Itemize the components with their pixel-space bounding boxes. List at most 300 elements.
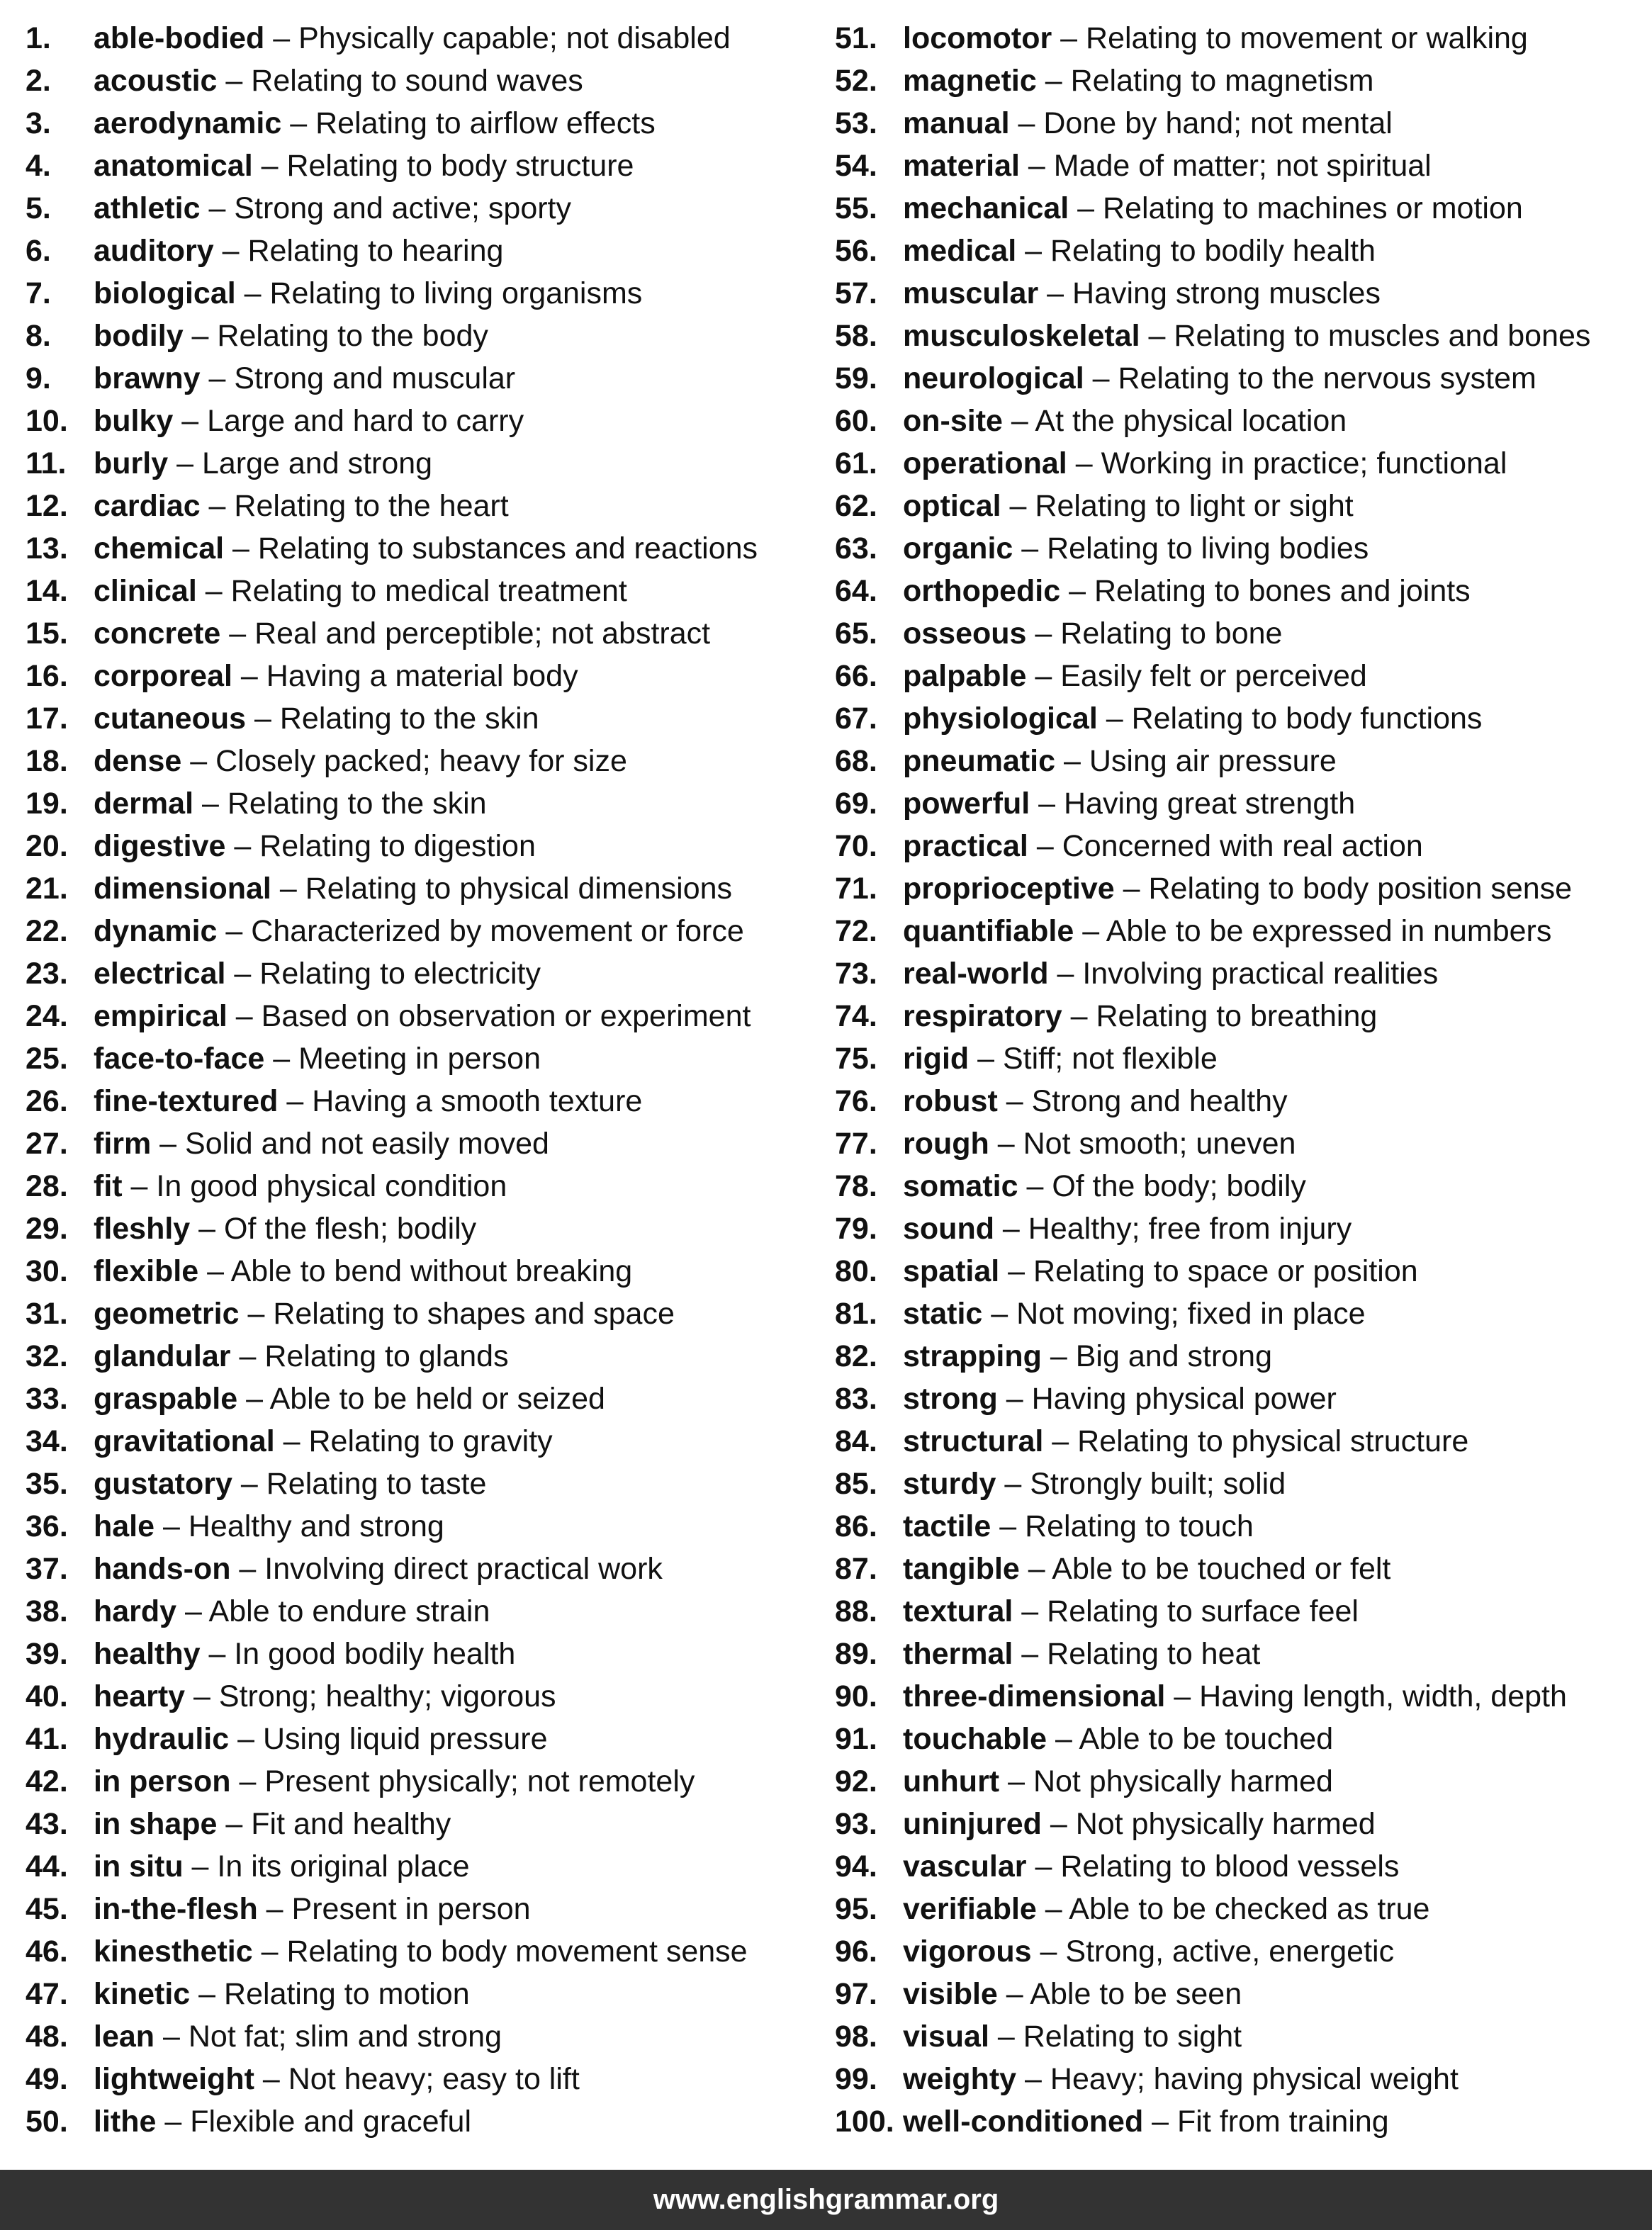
entry-separator: – — [1016, 2062, 1050, 2096]
entry-number: 91. — [835, 1722, 877, 1756]
list-item — [835, 1335, 1643, 1378]
entry-separator: – — [1026, 1849, 1061, 1883]
entry-term: chemical — [94, 531, 225, 565]
list-item — [26, 357, 805, 400]
entry-term: visible — [903, 1977, 998, 2011]
entry-definition: Relating to sight — [1023, 2020, 1242, 2054]
entry-number: 57. — [835, 276, 877, 310]
entry-separator: – — [1048, 957, 1083, 991]
entry-number: 1. — [26, 21, 51, 55]
entry-definition: In good physical condition — [156, 1169, 507, 1203]
list-item — [835, 1930, 1643, 1973]
entry-term: textural — [903, 1594, 1013, 1628]
entry-number: 31. — [26, 1297, 68, 1331]
entry-number: 28. — [26, 1169, 68, 1203]
entry-separator: – — [996, 1467, 1030, 1501]
entry-separator: – — [156, 2105, 191, 2139]
entry-number: 59. — [835, 361, 877, 395]
entry-term: electrical — [94, 957, 226, 991]
entry-separator: – — [982, 1297, 1017, 1331]
entry-definition: Heavy; having physical weight — [1050, 2062, 1459, 2096]
list-item — [835, 400, 1643, 442]
entry-separator: – — [989, 2020, 1023, 2054]
entry-number: 7. — [26, 276, 51, 310]
entry-term: strong — [903, 1382, 998, 1416]
entry-separator: – — [1069, 191, 1103, 225]
entry-separator: – — [969, 1042, 1003, 1076]
entry-number: 5. — [26, 191, 51, 225]
word-list-right-column — [835, 17, 1643, 2143]
entry-separator: – — [1031, 1935, 1066, 1969]
list-item — [835, 697, 1643, 740]
list-item — [26, 2058, 805, 2100]
list-item — [835, 2015, 1643, 2058]
entry-definition: Relating to the skin — [227, 787, 487, 821]
entry-definition: Relating to magnetism — [1070, 64, 1374, 98]
entry-definition: Relating to the body — [217, 319, 488, 353]
list-item — [835, 1973, 1643, 2015]
entry-term: gravitational — [94, 1424, 275, 1458]
entry-term: medical — [903, 234, 1017, 268]
entry-number: 9. — [26, 361, 51, 395]
entry-separator: – — [213, 234, 248, 268]
entry-separator: – — [1013, 531, 1047, 565]
entry-number: 63. — [835, 531, 877, 565]
entry-definition: Characterized by movement or force — [251, 914, 744, 948]
list-item — [835, 527, 1643, 570]
entry-definition: Of the body; bodily — [1052, 1169, 1306, 1203]
entry-definition: Relating to light or sight — [1035, 489, 1354, 523]
entry-number: 83. — [835, 1382, 877, 1416]
entry-number: 100. — [835, 2105, 894, 2139]
list-item — [835, 1207, 1643, 1250]
list-item — [835, 867, 1643, 910]
entry-separator: – — [190, 1212, 225, 1246]
list-item — [26, 2100, 805, 2143]
entry-number: 73. — [835, 957, 877, 991]
entry-number: 49. — [26, 2062, 68, 2096]
entry-definition: Not physically harmed — [1075, 1807, 1376, 1841]
list-item — [835, 1293, 1643, 1335]
list-item — [26, 272, 805, 315]
entry-number: 62. — [835, 489, 877, 523]
entry-term: lithe — [94, 2105, 157, 2139]
entry-number: 90. — [835, 1679, 877, 1713]
entry-number: 60. — [835, 404, 877, 438]
entry-separator: – — [200, 191, 235, 225]
entry-number: 36. — [26, 1509, 68, 1543]
entry-definition: Strong, active, energetic — [1065, 1935, 1395, 1969]
entry-separator: – — [1114, 872, 1149, 906]
entry-number: 23. — [26, 957, 68, 991]
entry-number: 52. — [835, 64, 877, 98]
entry-definition: Easily felt or perceived — [1060, 659, 1367, 693]
entry-definition: Stiff; not flexible — [1002, 1042, 1218, 1076]
entry-term: vigorous — [903, 1935, 1032, 1969]
entry-term: uninjured — [903, 1807, 1042, 1841]
list-item — [835, 357, 1643, 400]
entry-term: practical — [903, 829, 1028, 863]
entry-number: 94. — [835, 1849, 877, 1883]
entry-separator: – — [176, 1594, 209, 1628]
list-item — [835, 1250, 1643, 1293]
entry-definition: Strong; healthy; vigorous — [218, 1679, 556, 1713]
list-item — [26, 17, 805, 60]
entry-term: able-bodied — [94, 21, 265, 55]
list-item — [835, 995, 1643, 1037]
entry-term: athletic — [94, 191, 201, 225]
entry-definition: In good bodily health — [234, 1637, 516, 1671]
list-item — [26, 145, 805, 187]
entry-number: 77. — [835, 1127, 877, 1161]
list-item — [835, 1760, 1643, 1803]
list-item — [26, 1675, 805, 1718]
entry-term: sturdy — [903, 1467, 996, 1501]
entry-separator: – — [1097, 702, 1132, 736]
list-item — [26, 527, 805, 570]
entry-separator: – — [1019, 1552, 1052, 1586]
entry-term: respiratory — [903, 999, 1062, 1033]
entry-number: 54. — [835, 149, 877, 183]
entry-separator: – — [235, 276, 270, 310]
entry-term: bulky — [94, 404, 174, 438]
entry-separator: – — [1084, 361, 1118, 395]
entry-term: proprioceptive — [903, 872, 1115, 906]
list-item — [26, 825, 805, 867]
entry-separator: – — [196, 574, 231, 608]
entry-separator: – — [168, 446, 202, 480]
list-item — [835, 60, 1643, 102]
list-item — [26, 1335, 805, 1378]
entry-definition: Relating to medical treatment — [230, 574, 627, 608]
entry-term: graspable — [94, 1382, 238, 1416]
entry-separator: – — [230, 1764, 265, 1798]
entry-definition: Involving direct practical work — [264, 1552, 663, 1586]
entry-number: 29. — [26, 1212, 68, 1246]
entry-number: 44. — [26, 1849, 68, 1883]
entry-separator: – — [1030, 787, 1064, 821]
entry-definition: Not fat; slim and strong — [188, 2020, 502, 2054]
entry-separator: – — [1060, 574, 1094, 608]
entry-separator: – — [997, 1382, 1032, 1416]
entry-number: 20. — [26, 829, 68, 863]
entry-separator: – — [1041, 1807, 1076, 1841]
entry-number: 17. — [26, 702, 68, 736]
entry-number: 89. — [835, 1637, 877, 1671]
entry-definition: Relating to movement or walking — [1086, 21, 1528, 55]
entry-number: 99. — [835, 2062, 877, 2096]
entry-separator: – — [230, 1552, 265, 1586]
entry-term: somatic — [903, 1169, 1018, 1203]
entry-separator: – — [994, 1212, 1028, 1246]
entry-definition: Strong and muscular — [234, 361, 516, 395]
entry-term: kinesthetic — [94, 1935, 253, 1969]
entry-number: 40. — [26, 1679, 68, 1713]
list-item — [835, 1633, 1643, 1675]
entry-term: vascular — [903, 1849, 1027, 1883]
entry-separator: – — [991, 1509, 1026, 1543]
entry-separator: – — [1140, 319, 1174, 353]
entry-number: 18. — [26, 744, 68, 778]
entry-separator: – — [151, 1127, 186, 1161]
list-item — [26, 1080, 805, 1122]
entry-definition: Closely packed; heavy for size — [215, 744, 627, 778]
entry-number: 37. — [26, 1552, 68, 1586]
entry-number: 97. — [835, 1977, 877, 2011]
entry-separator: – — [1038, 276, 1073, 310]
entry-number: 68. — [835, 744, 877, 778]
entry-definition: Able to be checked as true — [1069, 1892, 1430, 1926]
list-item — [835, 315, 1643, 357]
entry-term: flexible — [94, 1254, 199, 1288]
entry-definition: Relating to the skin — [279, 702, 539, 736]
entry-separator: – — [264, 1042, 299, 1076]
entry-number: 47. — [26, 1977, 68, 2011]
entry-term: lightweight — [94, 2062, 254, 2096]
entry-number: 16. — [26, 659, 68, 693]
entry-term: cardiac — [94, 489, 201, 523]
list-item — [26, 1803, 805, 1845]
entry-number: 92. — [835, 1764, 877, 1798]
entry-definition: Physically capable; not disabled — [298, 21, 731, 55]
entry-number: 76. — [835, 1084, 877, 1118]
list-item — [835, 1590, 1643, 1633]
entry-definition: Not smooth; uneven — [1023, 1127, 1296, 1161]
entry-definition: Using liquid pressure — [262, 1722, 548, 1756]
list-item — [26, 697, 805, 740]
list-item — [26, 1037, 805, 1080]
entry-term: structural — [903, 1424, 1044, 1458]
list-item — [26, 867, 805, 910]
entry-separator: – — [281, 106, 316, 140]
list-item — [835, 1165, 1643, 1207]
list-item — [835, 1378, 1643, 1420]
entry-term: hale — [94, 1509, 155, 1543]
list-item — [835, 612, 1643, 655]
entry-definition: Relating to bodily health — [1050, 234, 1376, 268]
entry-separator: – — [1074, 914, 1106, 948]
entry-definition: Having a material body — [266, 659, 578, 693]
list-item — [26, 1250, 805, 1293]
entry-term: magnetic — [903, 64, 1037, 98]
entry-separator: – — [271, 872, 305, 906]
list-item — [26, 570, 805, 612]
entry-number: 11. — [26, 446, 67, 480]
entry-term: tactile — [903, 1509, 991, 1543]
list-item — [26, 1420, 805, 1463]
entry-separator: – — [217, 1807, 252, 1841]
entry-definition: Relating to bones and joints — [1094, 574, 1471, 608]
entry-number: 82. — [835, 1339, 877, 1373]
entry-separator: – — [1026, 616, 1061, 651]
entry-definition: Having great strength — [1063, 787, 1356, 821]
entry-number: 3. — [26, 106, 51, 140]
entry-term: aerodynamic — [94, 106, 282, 140]
entry-definition: Relating to touch — [1025, 1509, 1254, 1543]
list-item — [835, 272, 1643, 315]
list-item — [26, 782, 805, 825]
entry-term: musculoskeletal — [903, 319, 1140, 353]
entry-definition: In its original place — [217, 1849, 470, 1883]
entry-term: mechanical — [903, 191, 1069, 225]
list-item — [835, 187, 1643, 230]
entry-term: locomotor — [903, 21, 1052, 55]
entry-number: 33. — [26, 1382, 68, 1416]
entry-separator: – — [1009, 106, 1044, 140]
list-item — [835, 782, 1643, 825]
entry-term: fleshly — [94, 1212, 191, 1246]
entry-number: 41. — [26, 1722, 68, 1756]
list-item — [26, 1548, 805, 1590]
entry-separator: – — [1055, 744, 1089, 778]
list-item — [26, 1122, 805, 1165]
entry-number: 98. — [835, 2020, 877, 2054]
entry-definition: Relating to digestion — [259, 829, 536, 863]
entry-term: material — [903, 149, 1020, 183]
entry-separator: – — [999, 1764, 1033, 1798]
entry-number: 35. — [26, 1467, 68, 1501]
entry-term: neurological — [903, 361, 1084, 395]
list-item — [835, 1548, 1643, 1590]
entry-separator: – — [1165, 1679, 1200, 1713]
list-item — [835, 655, 1643, 697]
entry-definition: Based on observation or experiment — [261, 999, 751, 1033]
entry-number: 79. — [835, 1212, 877, 1246]
list-item — [835, 485, 1643, 527]
entry-number: 13. — [26, 531, 68, 565]
entry-definition: Able to bend without breaking — [230, 1254, 633, 1288]
list-item — [835, 1845, 1643, 1888]
entry-term: firm — [94, 1127, 152, 1161]
entry-separator: – — [193, 787, 227, 821]
entry-term: digestive — [94, 829, 226, 863]
list-item — [26, 1888, 805, 1930]
entry-definition: Involving practical realities — [1082, 957, 1439, 991]
entry-definition: Strong and healthy — [1031, 1084, 1288, 1118]
entry-number: 55. — [835, 191, 877, 225]
entry-term: well-conditioned — [903, 2105, 1144, 2139]
list-item — [835, 102, 1643, 145]
footer-bar — [0, 2170, 1652, 2230]
entry-separator: – — [1062, 999, 1096, 1033]
entry-definition: Relating to airflow effects — [315, 106, 656, 140]
entry-definition: Relating to body structure — [286, 149, 634, 183]
entry-separator: – — [999, 1254, 1034, 1288]
entry-number: 78. — [835, 1169, 877, 1203]
entry-definition: Relating to substances and reactions — [257, 531, 758, 565]
entry-term: weighty — [903, 2062, 1017, 2096]
entry-definition: Relating to bone — [1060, 616, 1283, 651]
entry-number: 46. — [26, 1935, 68, 1969]
entry-term: tangible — [903, 1552, 1020, 1586]
list-item — [26, 315, 805, 357]
entry-definition: Relating to motion — [224, 1977, 470, 2011]
entry-separator: – — [1013, 1637, 1047, 1671]
list-item — [835, 17, 1643, 60]
entry-number: 69. — [835, 787, 877, 821]
entry-term: quantifiable — [903, 914, 1074, 948]
entry-separator: – — [237, 1382, 270, 1416]
entry-definition: Relating to shapes and space — [273, 1297, 675, 1331]
entry-term: strapping — [903, 1339, 1042, 1373]
entry-term: gustatory — [94, 1467, 232, 1501]
entry-separator: – — [1018, 1169, 1052, 1203]
entry-number: 4. — [26, 149, 51, 183]
footer-website-url[interactable]: www.englishgrammar.org — [653, 2184, 999, 2215]
entry-definition: Of the flesh; bodily — [224, 1212, 477, 1246]
list-item — [835, 1675, 1643, 1718]
entry-number: 72. — [835, 914, 877, 948]
list-item — [835, 2058, 1643, 2100]
entry-number: 2. — [26, 64, 51, 98]
entry-term: pneumatic — [903, 744, 1056, 778]
list-item — [26, 1633, 805, 1675]
list-item — [26, 1718, 805, 1760]
entry-term: auditory — [94, 234, 214, 268]
entry-separator: – — [1001, 489, 1035, 523]
list-item — [835, 570, 1643, 612]
entry-term: manual — [903, 106, 1010, 140]
entry-term: in person — [94, 1764, 231, 1798]
entry-number: 67. — [835, 702, 877, 736]
entry-separator: – — [198, 1254, 231, 1288]
list-item — [835, 1718, 1643, 1760]
entry-number: 53. — [835, 106, 877, 140]
list-item — [835, 2100, 1643, 2143]
entry-number: 70. — [835, 829, 877, 863]
entry-separator: – — [217, 64, 252, 98]
entry-definition: At the physical location — [1035, 404, 1347, 438]
entry-term: brawny — [94, 361, 201, 395]
entry-definition: Not heavy; easy to lift — [288, 2062, 580, 2096]
entry-number: 88. — [835, 1594, 877, 1628]
list-item — [26, 1930, 805, 1973]
entry-number: 26. — [26, 1084, 68, 1118]
entry-definition: Relating to the heart — [234, 489, 509, 523]
entry-separator: – — [185, 1679, 219, 1713]
entry-definition: Relating to body position sense — [1148, 872, 1573, 906]
entry-separator: – — [183, 319, 218, 353]
entry-separator: – — [217, 914, 252, 948]
entry-number: 95. — [835, 1892, 877, 1926]
entry-term: organic — [903, 531, 1013, 565]
entry-number: 58. — [835, 319, 877, 353]
entry-definition: Relating to gravity — [308, 1424, 553, 1458]
entry-definition: Not moving; fixed in place — [1016, 1297, 1366, 1331]
entry-definition: Relating to glands — [264, 1339, 509, 1373]
entry-term: verifiable — [903, 1892, 1037, 1926]
entry-separator: – — [1143, 2105, 1178, 2139]
entry-definition: Relating to heat — [1047, 1637, 1261, 1671]
entry-definition: Relating to machines or motion — [1103, 191, 1523, 225]
list-item — [835, 952, 1643, 995]
entry-term: face-to-face — [94, 1042, 265, 1076]
entry-definition: Strong and active; sporty — [234, 191, 572, 225]
entry-number: 15. — [26, 616, 68, 651]
entry-number: 75. — [835, 1042, 877, 1076]
entry-number: 24. — [26, 999, 68, 1033]
entry-separator: – — [1052, 21, 1086, 55]
list-item — [26, 2015, 805, 2058]
entry-term: on-site — [903, 404, 1003, 438]
entry-definition: Fit from training — [1177, 2105, 1389, 2139]
entry-term: hardy — [94, 1594, 177, 1628]
entry-term: corporeal — [94, 659, 232, 693]
entry-term: in situ — [94, 1849, 184, 1883]
entry-definition: Relating to the nervous system — [1118, 361, 1536, 395]
entry-term: empirical — [94, 999, 227, 1033]
entry-term: visual — [903, 2020, 989, 2054]
